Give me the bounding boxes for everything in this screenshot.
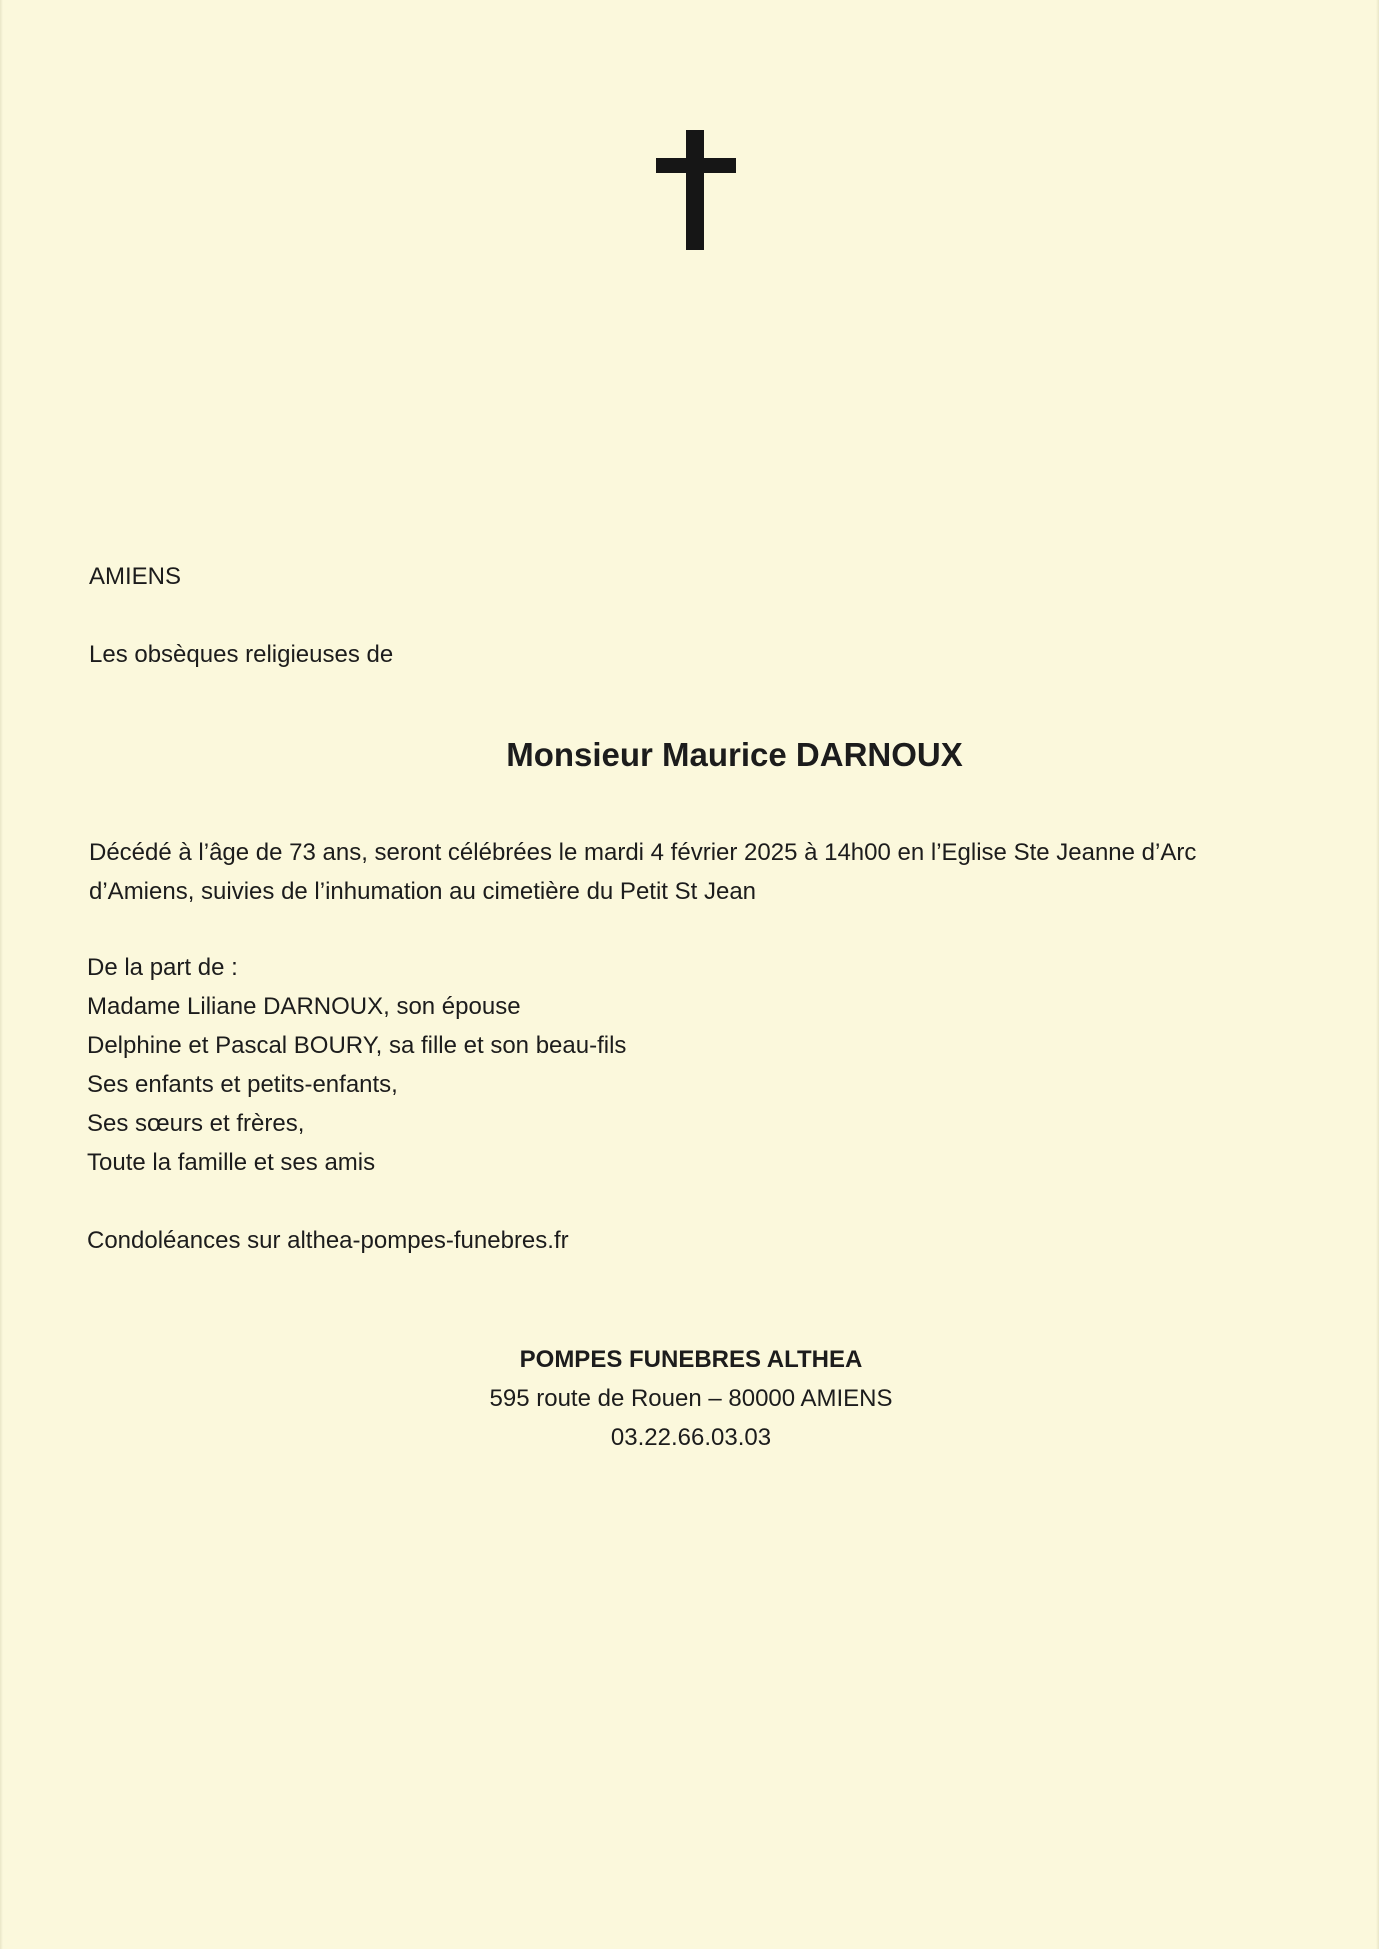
page-edge	[0, 0, 3, 1949]
family-member: Ses enfants et petits-enfants,	[87, 1071, 398, 1098]
family-member: Madame Liliane DARNOUX, son épouse	[87, 993, 521, 1020]
condolences-text: Condoléances sur althea-pompes-funebres.fr	[87, 1227, 569, 1254]
funeral-home-address: 595 route de Rouen – 80000 AMIENS	[489, 1385, 893, 1412]
family-list	[87, 948, 626, 1182]
family-member: Toute la famille et ses amis	[87, 1149, 376, 1176]
family-heading: De la part de :	[87, 954, 238, 981]
city-heading: AMIENS	[89, 563, 182, 590]
intro-text: Les obsèques religieuses de	[89, 641, 394, 668]
funeral-home-phone: 03.22.66.03.03	[610, 1424, 772, 1451]
latin-cross-icon	[656, 130, 736, 250]
ceremony-details-line: d’Amiens, suivies de l’inhumation au cimetière du Petit St Jean	[89, 878, 757, 905]
family-member: Delphine et Pascal BOURY, sa fille et son beau-fils	[87, 1032, 627, 1059]
family-member: Ses sœurs et frères,	[87, 1110, 305, 1137]
funeral-home-block	[0, 1340, 1379, 1457]
ceremony-details-line: Décédé à l’âge de 73 ans, seront célébrées le mardi 4 février 2025 à 14h00 en l’Eglise Ste Jeanne d’Arc	[89, 839, 1197, 866]
ceremony-details	[89, 833, 1196, 911]
deceased-name: Monsieur Maurice DARNOUX	[506, 736, 963, 773]
funeral-home-name: POMPES FUNEBRES ALTHEA	[519, 1346, 863, 1373]
